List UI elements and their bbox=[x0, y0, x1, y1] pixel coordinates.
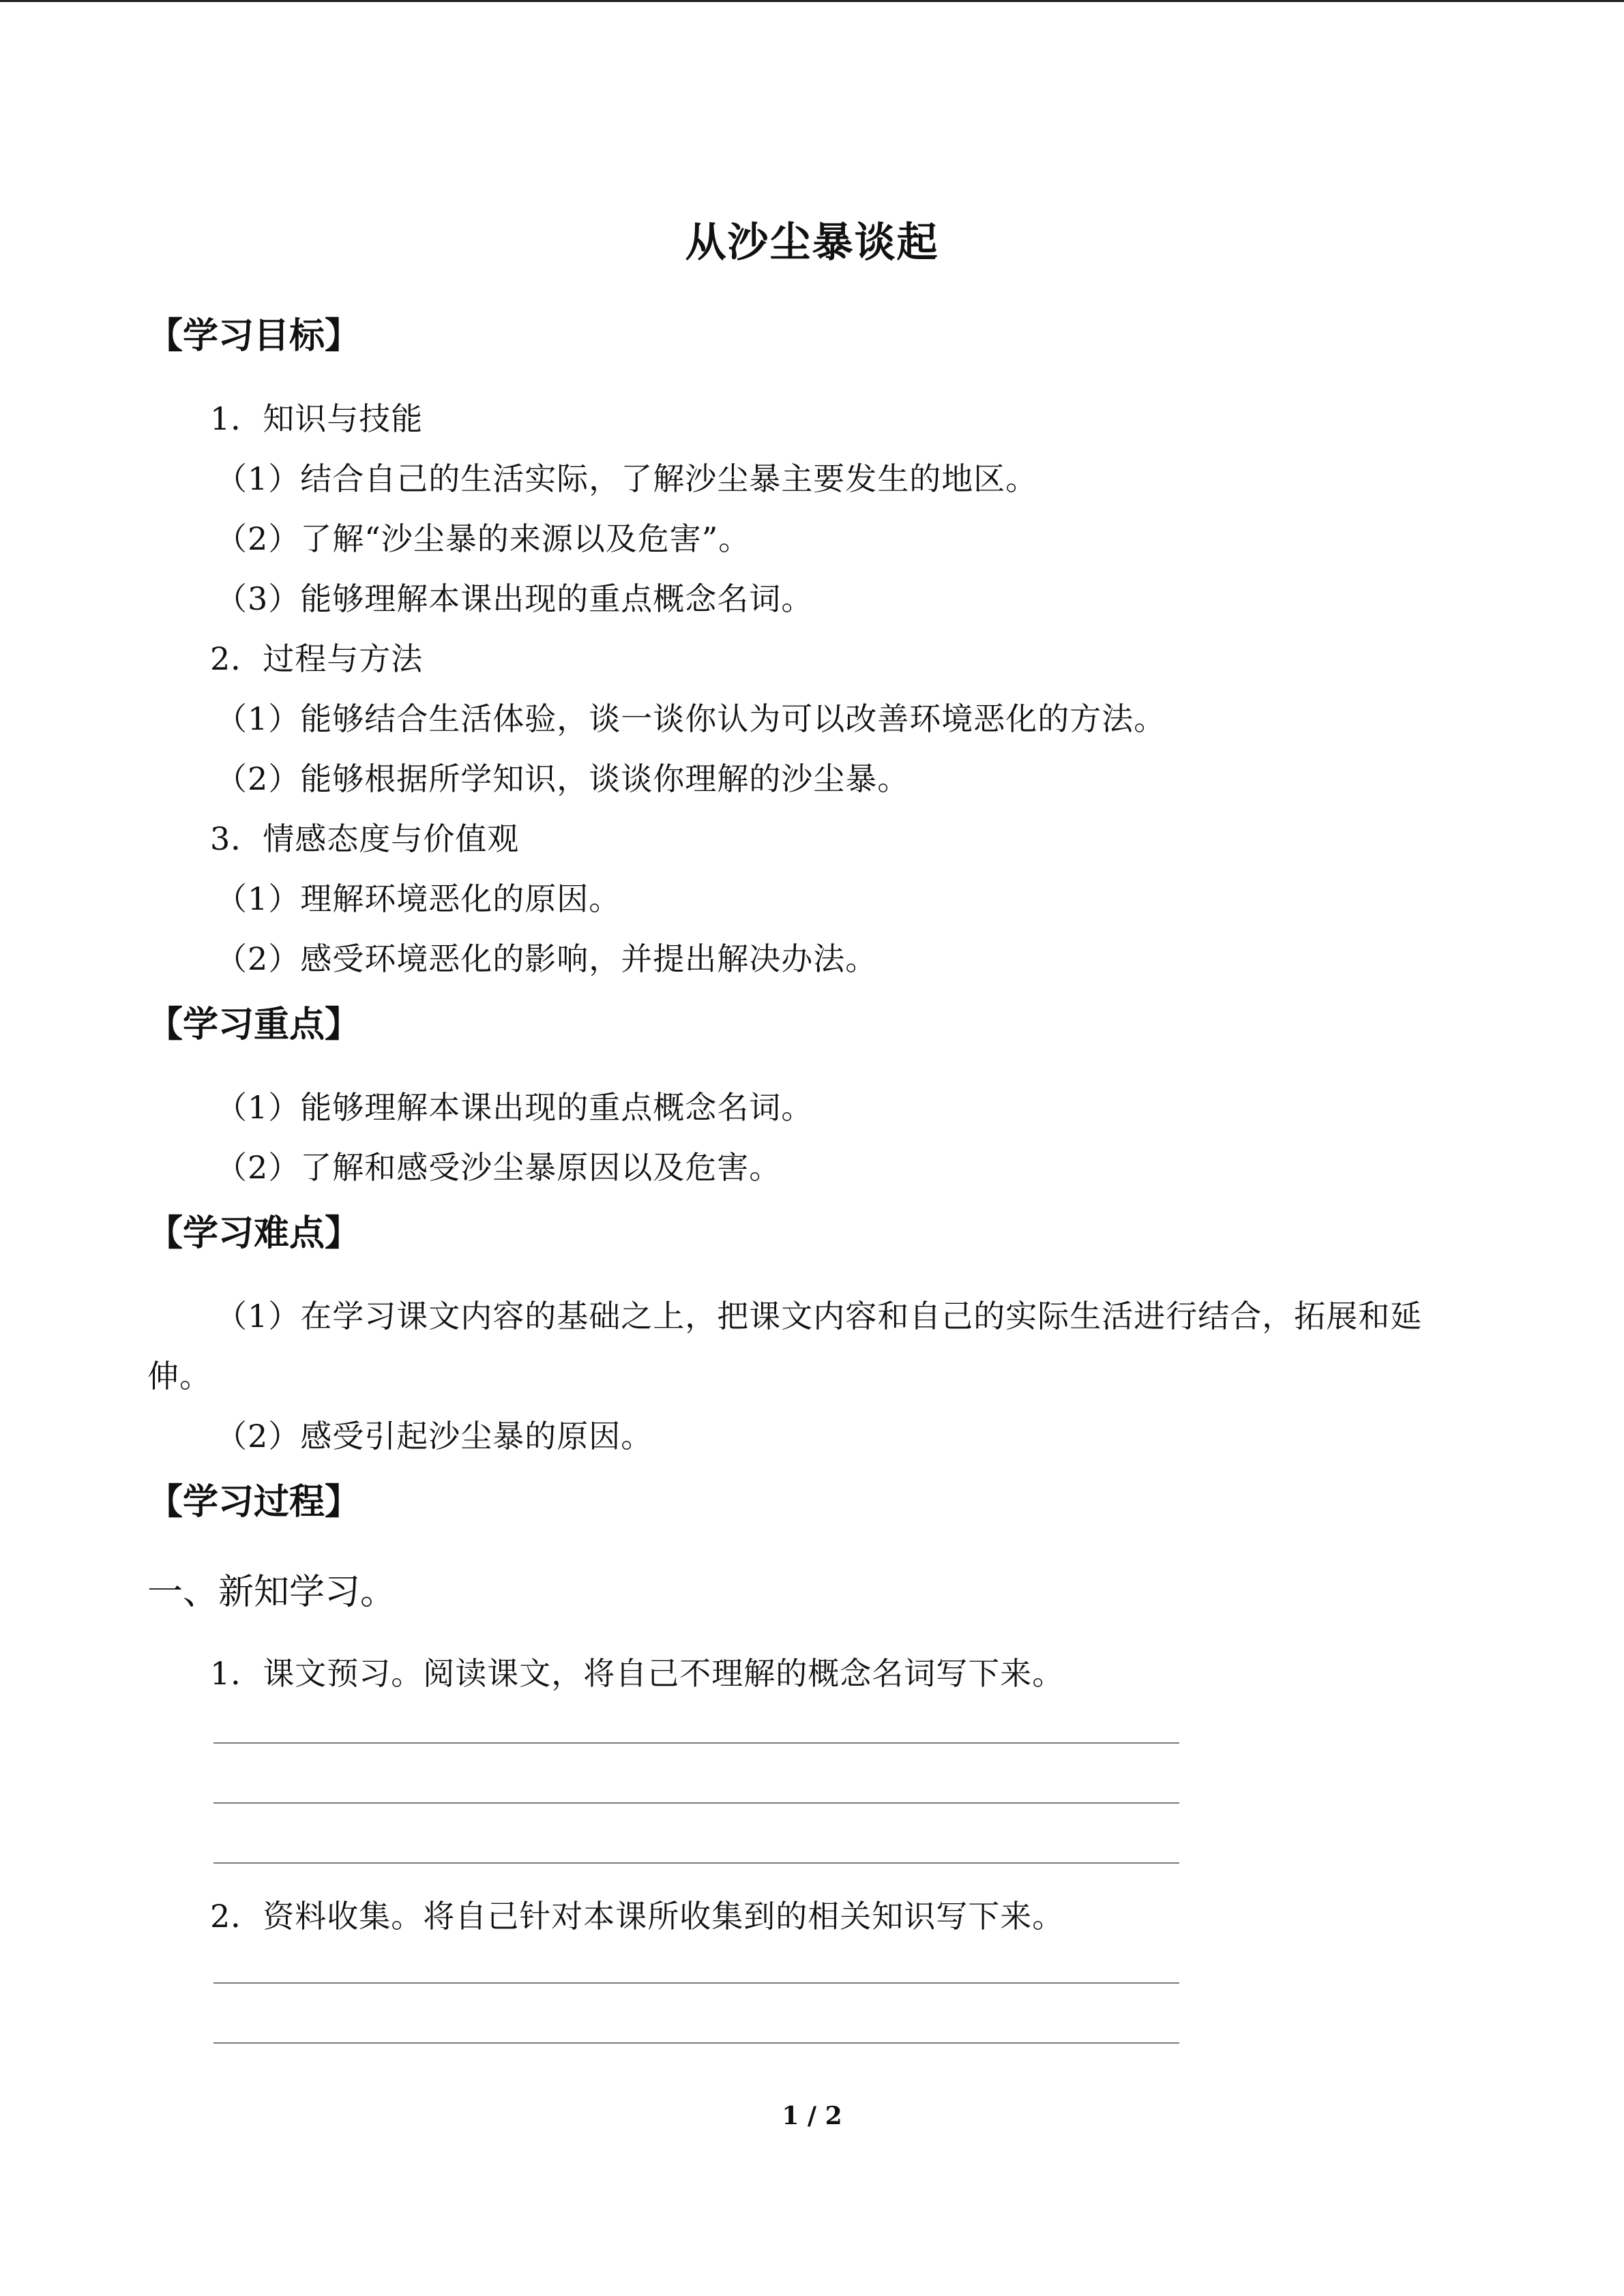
objective-emotion-item-2: （2）感受环境恶化的影响，并提出解决办法。 bbox=[216, 940, 878, 977]
objective-knowledge-item-2: （2）了解“沙尘暴的来源以及危害”。 bbox=[216, 520, 751, 557]
objectives-heading: 【学习目标】 bbox=[147, 315, 361, 357]
difficulties-heading: 【学习难点】 bbox=[147, 1212, 361, 1254]
process-heading: 【学习过程】 bbox=[147, 1481, 361, 1523]
objective-knowledge-title: 1．知识与技能 bbox=[210, 400, 424, 437]
objective-process-item-2: （2）能够根据所学知识，谈谈你理解的沙尘暴。 bbox=[216, 760, 910, 797]
task-2-text: 2．资料收集。将自己针对本课所收集到的相关知识写下来。 bbox=[210, 1898, 1065, 1935]
objective-emotion-item-1: （1）理解环境恶化的原因。 bbox=[216, 880, 621, 917]
objective-emotion-title: 3．情感态度与价值观 bbox=[210, 820, 520, 857]
top-border-line bbox=[0, 0, 1624, 2]
task-1-text: 1．课文预习。阅读课文，将自己不理解的概念名词写下来。 bbox=[210, 1655, 1065, 1692]
objective-knowledge-item-1: （1）结合自己的生活实际，了解沙尘暴主要发生的地区。 bbox=[216, 460, 1038, 497]
answer-line-4[interactable] bbox=[213, 1982, 1179, 1984]
page-number: 1 / 2 bbox=[782, 2102, 842, 2130]
key-point-item-1: （1）能够理解本课出现的重点概念名词。 bbox=[216, 1089, 814, 1126]
difficulty-item-1-line-1: （1）在学习课文内容的基础之上，把课文内容和自己的实际生活进行结合，拓展和延 bbox=[216, 1298, 1423, 1335]
objective-process-item-1: （1）能够结合生活体验，谈一谈你认为可以改善环境恶化的方法。 bbox=[216, 700, 1166, 737]
key-points-heading: 【学习重点】 bbox=[147, 1004, 361, 1045]
objective-process-title: 2．过程与方法 bbox=[210, 640, 424, 677]
difficulty-item-2: （2）感受引起沙尘暴的原因。 bbox=[216, 1418, 653, 1455]
part-1-title: 一、新知学习。 bbox=[147, 1572, 396, 1613]
objective-knowledge-item-3: （3）能够理解本课出现的重点概念名词。 bbox=[216, 580, 814, 617]
difficulty-item-1-line-2: 伸。 bbox=[147, 1358, 211, 1395]
key-point-item-2: （2）了解和感受沙尘暴原因以及危害。 bbox=[216, 1149, 782, 1186]
document-title: 从沙尘暴谈起 bbox=[685, 219, 939, 267]
answer-line-2[interactable] bbox=[213, 1802, 1179, 1804]
answer-line-1[interactable] bbox=[213, 1742, 1179, 1744]
answer-line-3[interactable] bbox=[213, 1862, 1179, 1864]
answer-line-5[interactable] bbox=[213, 2042, 1179, 2044]
